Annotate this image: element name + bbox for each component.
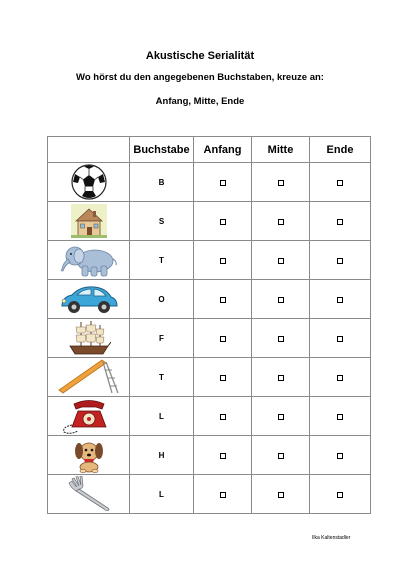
start-cell[interactable]: [194, 358, 252, 397]
middle-checkbox[interactable]: [278, 180, 284, 186]
car-icon: [58, 280, 120, 318]
table-row: [48, 202, 371, 241]
start-cell[interactable]: [194, 241, 252, 280]
end-cell[interactable]: [310, 202, 371, 241]
end-checkbox[interactable]: [337, 297, 343, 303]
start-cell[interactable]: [194, 475, 252, 514]
table-row: [48, 163, 371, 202]
slide-icon: [56, 358, 122, 396]
picture-cell: [48, 319, 130, 358]
soccer-ball-icon: [69, 163, 109, 201]
column-header-end: Ende: [310, 137, 371, 163]
worksheet-title: Akustische Serialität: [145, 50, 255, 62]
start-checkbox[interactable]: [220, 453, 226, 459]
middle-checkbox[interactable]: [278, 219, 284, 225]
column-header-letter: Buchstabe: [130, 137, 194, 163]
end-cell[interactable]: [310, 163, 371, 202]
end-checkbox[interactable]: [337, 219, 343, 225]
picture-cell: [48, 475, 130, 514]
fork-icon: [63, 475, 115, 513]
author-credit: Ilka Kaltenstadler: [312, 535, 351, 541]
letter-cell: S: [130, 202, 194, 241]
table-header-row: [48, 137, 371, 163]
letter-cell: F: [130, 319, 194, 358]
end-cell[interactable]: [310, 475, 371, 514]
picture-cell: [48, 163, 130, 202]
table-row: [48, 475, 371, 514]
start-checkbox[interactable]: [220, 297, 226, 303]
letter-position-table: [47, 136, 371, 514]
end-checkbox[interactable]: [337, 492, 343, 498]
picture-cell: [48, 280, 130, 319]
worksheet-options: Anfang, Mitte, Ende: [155, 96, 245, 107]
middle-checkbox[interactable]: [278, 375, 284, 381]
picture-cell: [48, 202, 130, 241]
start-checkbox[interactable]: [220, 414, 226, 420]
end-checkbox[interactable]: [337, 375, 343, 381]
letter-cell: L: [130, 397, 194, 436]
start-cell[interactable]: [194, 202, 252, 241]
table-row: [48, 280, 371, 319]
end-cell[interactable]: [310, 397, 371, 436]
end-checkbox[interactable]: [337, 414, 343, 420]
middle-cell[interactable]: [252, 436, 310, 475]
middle-checkbox[interactable]: [278, 453, 284, 459]
elephant-icon: [57, 241, 121, 279]
middle-checkbox[interactable]: [278, 297, 284, 303]
picture-cell: [48, 436, 130, 475]
start-checkbox[interactable]: [220, 258, 226, 264]
ship-icon: [67, 319, 111, 357]
worksheet-instruction: Wo hörst du den angegebenen Buchstaben, kreuze an:: [76, 72, 324, 83]
end-cell[interactable]: [310, 358, 371, 397]
middle-checkbox[interactable]: [278, 414, 284, 420]
start-cell[interactable]: [194, 397, 252, 436]
letter-cell: H: [130, 436, 194, 475]
letter-cell: T: [130, 241, 194, 280]
letter-cell: O: [130, 280, 194, 319]
middle-cell[interactable]: [252, 163, 310, 202]
end-cell[interactable]: [310, 280, 371, 319]
start-checkbox[interactable]: [220, 219, 226, 225]
middle-cell[interactable]: [252, 397, 310, 436]
picture-cell: [48, 241, 130, 280]
table-row: [48, 358, 371, 397]
letter-cell: B: [130, 163, 194, 202]
table-row: [48, 241, 371, 280]
start-checkbox[interactable]: [220, 336, 226, 342]
end-checkbox[interactable]: [337, 336, 343, 342]
column-header-middle: Mitte: [252, 137, 310, 163]
middle-cell[interactable]: [252, 241, 310, 280]
picture-cell: [48, 358, 130, 397]
start-checkbox[interactable]: [220, 180, 226, 186]
end-checkbox[interactable]: [337, 180, 343, 186]
letter-cell: T: [130, 358, 194, 397]
start-checkbox[interactable]: [220, 492, 226, 498]
end-cell[interactable]: [310, 241, 371, 280]
table-row: [48, 397, 371, 436]
middle-cell[interactable]: [252, 358, 310, 397]
middle-cell[interactable]: [252, 202, 310, 241]
end-cell[interactable]: [310, 319, 371, 358]
picture-cell: [48, 397, 130, 436]
table-row: [48, 436, 371, 475]
house-icon: [69, 202, 109, 240]
end-cell[interactable]: [310, 436, 371, 475]
telephone-icon: [58, 397, 120, 435]
column-header-start: Anfang: [194, 137, 252, 163]
start-cell[interactable]: [194, 319, 252, 358]
column-header-picture: [48, 137, 130, 163]
middle-checkbox[interactable]: [278, 492, 284, 498]
middle-cell[interactable]: [252, 475, 310, 514]
middle-cell[interactable]: [252, 319, 310, 358]
table-row: [48, 319, 371, 358]
start-cell[interactable]: [194, 280, 252, 319]
middle-cell[interactable]: [252, 280, 310, 319]
end-checkbox[interactable]: [337, 453, 343, 459]
start-checkbox[interactable]: [220, 375, 226, 381]
dog-icon: [69, 436, 109, 474]
start-cell[interactable]: [194, 436, 252, 475]
middle-checkbox[interactable]: [278, 336, 284, 342]
end-checkbox[interactable]: [337, 258, 343, 264]
middle-checkbox[interactable]: [278, 258, 284, 264]
letter-cell: L: [130, 475, 194, 514]
start-cell[interactable]: [194, 163, 252, 202]
